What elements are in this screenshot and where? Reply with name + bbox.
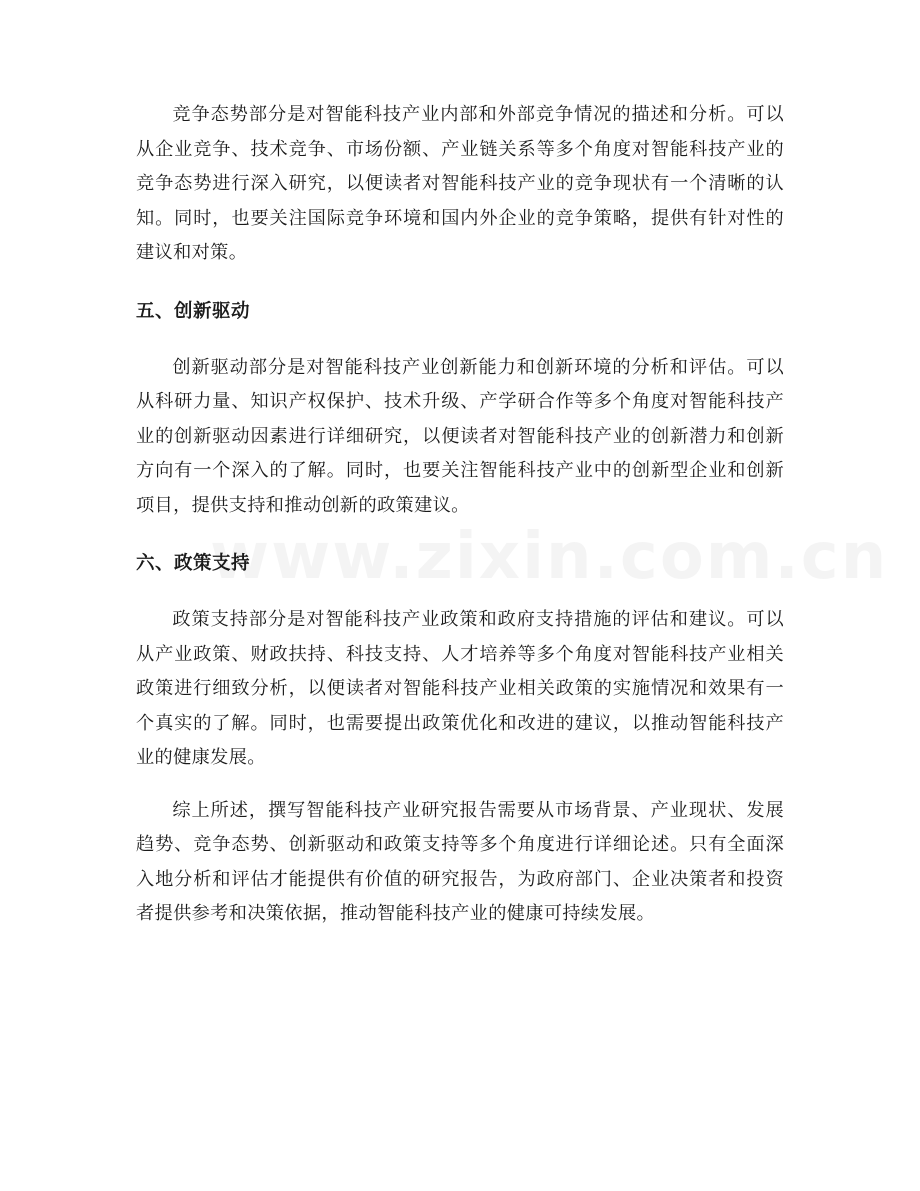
- paragraph-summary: 综上所述，撰写智能科技产业研究报告需要从市场背景、产业现状、发展趋势、竞争态势、创新驱动和政策支持等多个角度进行详细论述。只有全面深入地分析和评估才能提供有价值的研究报告，为政府部门、企业决策者和投资者提供参考和决策依据，推动智能科技产业的健康可持续发展。: [136, 799, 784, 924]
- paragraph-policy: 政策支持部分是对智能科技产业政策和政府支持措施的评估和建议。可以从产业政策、财政扶持、科技支持、人才培养等多个角度对智能科技产业相关政策进行细致分析，以便读者对智能科技产业相关政策的实施情况和效果有一个真实的了解。同时，也需要提出政策优化和改进的建议，以推动智能科技产业的健康发展。: [136, 609, 784, 768]
- document-body: [136, 98, 784, 932]
- section-heading-policy: 六、政策支持: [136, 553, 251, 574]
- paragraph-innovation: 创新驱动部分是对智能科技产业创新能力和创新环境的分析和评估。可以从科研力量、知识产权保护、技术升级、产学研合作等多个角度对智能科技产业的创新驱动因素进行详细研究，以便读者对智能科技产业的创新潜力和创新方向有一个深入的了解。同时，也要关注智能科技产业中的创新型企业和创新项目，提供支持和推动创新的政策建议。: [136, 356, 784, 516]
- section-heading-innovation: 五、创新驱动: [136, 300, 251, 322]
- paragraph-competition: 竞争态势部分是对智能科技产业内部和外部竞争情况的描述和分析。可以从企业竞争、技术竞争、市场份额、产业链关系等多个角度对智能科技产业的竞争态势进行深入研究，以便读者对智能科技产业的竞争现状有一个清晰的认知。同时，也要关注国际竞争环境和国内外企业的竞争策略，提供有针对性的建议和对策。: [136, 104, 784, 263]
